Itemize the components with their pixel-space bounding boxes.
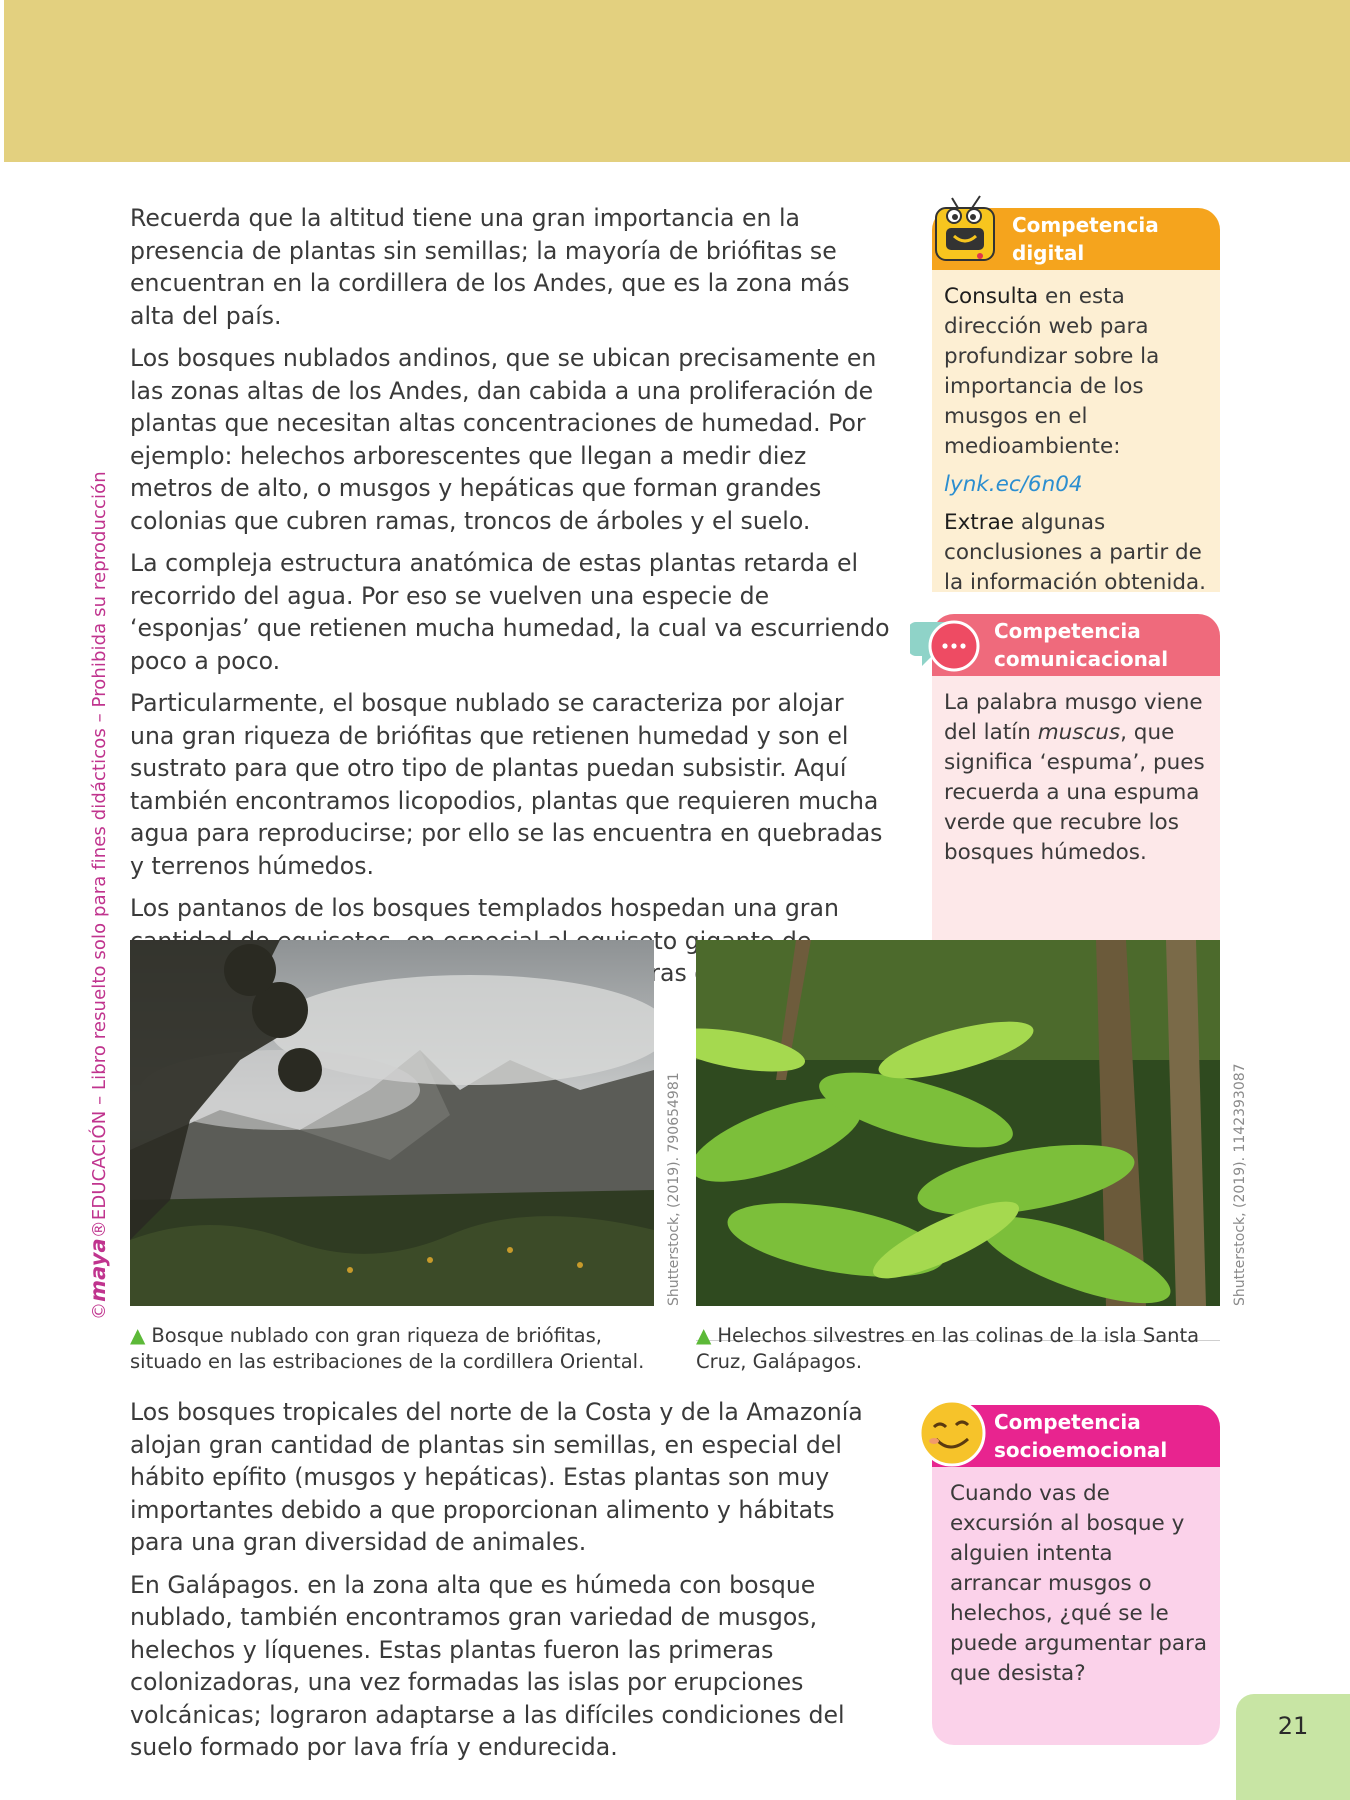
photo-caption-2 (696, 1322, 1236, 1375)
card-digital-body (932, 270, 1220, 595)
copyright-text: ®EDUCACIÓN – Libro resuelto solo para fines didácticos – Prohibida su reproducción (89, 471, 110, 1239)
card-comm-title-line1: Competencia (994, 619, 1141, 643)
card-socio-title-line1: Competencia (994, 1410, 1141, 1434)
paragraph: En Galápagos. en la zona alta que es húmeda con bosque nublado, también encontramos gran variedad de musgos, helechos y líquenes. Estas plantas fueron las primeras colonizadoras, una vez formadas las islas por erupciones volcánicas; lograron adaptarse a las difíciles condiciones del suelo formado por lava fría y endurecida. (130, 1570, 845, 1761)
copyright-side-note (86, 471, 110, 1320)
card-competencia-comunicacional (932, 614, 1220, 948)
card-socio-title-line2: socioemocional (994, 1438, 1168, 1462)
paragraph: La compleja estructura anatómica de estas plantas retarda el recorrido del agua. Por eso se vuelven una especie de ‘esponjas’ que retienen mucha humedad, la cual va escurriendo poco a poco. (130, 549, 890, 675)
card-comm-body (932, 676, 1220, 948)
card-comm-text: La palabra musgo viene del latín (944, 690, 1203, 745)
paragraph: Los bosques nublados andinos, que se ubican precisamente en las zonas altas de los Andes, dan cabida a una proliferación de plantas que necesitan altas concentraciones de humedad. Por ejemplo: helechos arborescentes que llegan a medir diez metros de alto, o musgos y hepáticas que forman grandes colonias que cubren ramas, troncos de árboles y el suelo. (130, 344, 877, 535)
paragraph: Los pantanos de los bosques templados hospedan una gran raras (130, 894, 839, 987)
paragraph: Particularmente, el bosque nublado se caracteriza por alojar una gran riqueza de briófitas que retienen humedad y son el sustrato para que otro tipo de plantas puedan subsistir. Aquí también encontramos licopodios, plantas que requieren mucha agua para reproducirse; por ello se las encuentra en quebradas y terrenos húmedos. (130, 689, 883, 880)
caption-triangle-icon: ▲ (696, 1323, 712, 1347)
photo-credit-2: Shutterstock, (2019). 1142393087 (1232, 1063, 1248, 1306)
card-digital-task (944, 508, 1208, 598)
top-header-band (0, 0, 1350, 162)
photo-wild-ferns (696, 940, 1220, 1306)
latin-word: muscus (1037, 720, 1121, 745)
card-comm-text-end: , que significa ‘espuma’, pues recuerda a una espuma verde que recubre los bosques húmedos. (944, 720, 1205, 865)
paragraph: Recuerda que la altitud tiene una gran importancia en la presencia de plantas sin semillas; la mayoría de briófitas se encuentran en la cordillera de los Andes, que es la zona más alta del país. (130, 204, 850, 330)
main-text-bottom (130, 1396, 890, 1774)
card-competencia-digital (932, 208, 1220, 595)
card-digital-text: en esta dirección web para profundizar sobre la importancia de los musgos en el medioambiente: (944, 284, 1160, 459)
chat-bubbles-icon (910, 614, 984, 678)
card-comm-header (932, 614, 1220, 676)
card-competencia-socioemocional (932, 1405, 1220, 1745)
photo-caption-1 (130, 1322, 670, 1375)
main-text-top (130, 202, 890, 1000)
smiley-face-icon (916, 1397, 988, 1469)
web-link[interactable]: lynk.ec/6n04 (944, 472, 1083, 497)
caption-triangle-icon: ▲ (130, 1323, 146, 1347)
card-digital-title-line1: Competencia (1012, 213, 1159, 237)
card-socio-body (932, 1467, 1220, 1745)
card-digital-header (932, 208, 1220, 270)
page-number: 21 (1277, 1712, 1309, 1740)
robot-mascot-icon (928, 194, 1002, 268)
paragraph: Los bosques tropicales del norte de la Costa y de la Amazonía alojan gran cantidad de plantas sin semillas, en especial del hábito epífito (musgos y hepáticas). Estas plantas son muy importantes debido a que proporcionan alimento y hábitats para una gran diversidad de animales. (130, 1398, 863, 1556)
keyword-consulta: Consulta (944, 284, 1039, 309)
page-number-tab (1236, 1694, 1350, 1800)
card-comm-title-line2: comunicacional (994, 647, 1169, 671)
maya-brand-logo: maya (86, 1238, 110, 1302)
keyword-extrae: Extrae (944, 510, 1014, 535)
copyright-symbol: © (89, 1301, 110, 1320)
card-socio-header (932, 1405, 1220, 1467)
caption-text-1: Bosque nublado con gran riqueza de briófitas, situado en las estribaciones de la cordillera Oriental. (130, 1324, 645, 1373)
photo-credit-1: Shutterstock, (2019). 790654981 (666, 1072, 682, 1306)
card-digital-task-text: algunas conclusiones a partir de la información obtenida. (944, 510, 1207, 595)
caption-text-2: Helechos silvestres en las colinas de la isla Santa Cruz, Galápagos. (696, 1324, 1200, 1373)
photo-cloud-forest (130, 940, 654, 1306)
card-digital-title-line2: digital (1012, 241, 1085, 265)
card-socio-question: Cuando vas de excursión al bosque y alguien intenta arrancar musgos o helechos, ¿qué se le puede argumentar para que desista? (950, 1481, 1208, 1686)
card-digital-instruction (944, 282, 1208, 462)
